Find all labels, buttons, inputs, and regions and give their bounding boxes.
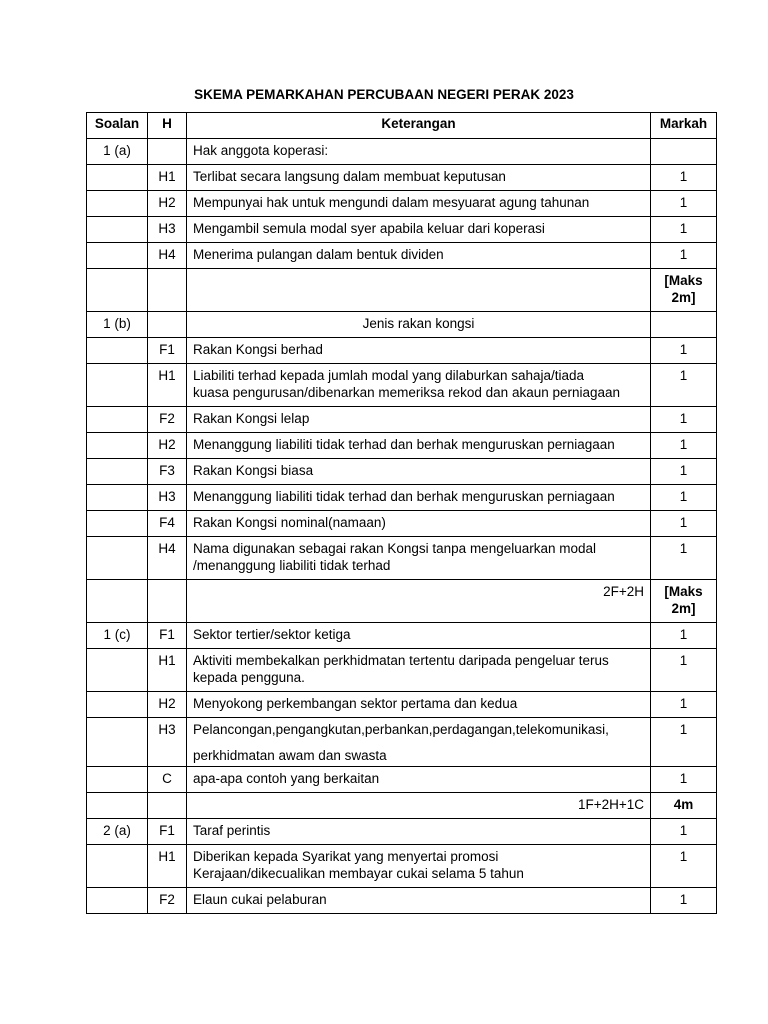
cell-h: H1 <box>148 165 187 191</box>
cell-markah: 1 <box>651 165 717 191</box>
cell-markah: 1 <box>651 217 717 243</box>
table-row <box>87 511 717 537</box>
cell-markah: 1 <box>651 537 717 580</box>
cell-h: H3 <box>148 718 187 767</box>
cell-h <box>148 139 187 165</box>
cell-soalan <box>87 364 148 407</box>
table-row <box>87 165 717 191</box>
cell-h <box>148 580 187 623</box>
cell-soalan: 1 (c) <box>87 623 148 649</box>
keterangan-line: Aktiviti membekalkan perkhidmatan tertentu daripada pengeluar terus <box>193 653 609 668</box>
cell-keterangan <box>187 269 651 312</box>
table-row <box>87 845 717 888</box>
cell-keterangan <box>187 718 651 767</box>
keterangan-line: /menanggung liabiliti tidak terhad <box>193 558 391 573</box>
cell-markah: 1 <box>651 819 717 845</box>
cell-h: F3 <box>148 459 187 485</box>
cell-soalan: 2 (a) <box>87 819 148 845</box>
cell-soalan <box>87 191 148 217</box>
header-keterangan: Keterangan <box>187 113 651 139</box>
cell-soalan <box>87 459 148 485</box>
cell-h: H4 <box>148 537 187 580</box>
cell-markah: 4m <box>651 793 717 819</box>
table-row <box>87 819 717 845</box>
cell-markah <box>651 269 717 312</box>
cell-markah: 1 <box>651 845 717 888</box>
cell-h: H2 <box>148 692 187 718</box>
table-row <box>87 433 717 459</box>
cell-soalan <box>87 845 148 888</box>
cell-markah: 1 <box>651 459 717 485</box>
cell-h: C <box>148 767 187 793</box>
cell-keterangan <box>187 580 651 623</box>
cell-h: F4 <box>148 511 187 537</box>
keterangan-line: kepada pengguna. <box>193 670 305 685</box>
cell-keterangan <box>187 139 651 165</box>
cell-h: H3 <box>148 485 187 511</box>
cell-h: F1 <box>148 819 187 845</box>
cell-keterangan <box>187 364 651 407</box>
cell-h: F1 <box>148 623 187 649</box>
table-row <box>87 580 717 623</box>
cell-h: H3 <box>148 217 187 243</box>
cell-markah: 1 <box>651 364 717 407</box>
table-row <box>87 407 717 433</box>
cell-markah <box>651 139 717 165</box>
cell-h <box>148 269 187 312</box>
cell-markah: 1 <box>651 718 717 767</box>
table-row <box>87 718 717 767</box>
keterangan-line: 2F+2H <box>603 584 644 599</box>
cell-keterangan <box>187 537 651 580</box>
cell-keterangan <box>187 191 651 217</box>
keterangan-line: Pelancongan,pengangkutan,perbankan,perdagangan,telekomunikasi, <box>193 722 609 737</box>
cell-keterangan <box>187 511 651 537</box>
keterangan-line: Menanggung liabiliti tidak terhad dan berhak menguruskan perniagaan <box>193 437 615 452</box>
cell-h: H2 <box>148 191 187 217</box>
table-row <box>87 623 717 649</box>
keterangan-line: 1F+2H+1C <box>577 797 644 812</box>
keterangan-line: Taraf perintis <box>193 823 271 838</box>
cell-markah: 1 <box>651 649 717 692</box>
keterangan-line: apa-apa contoh yang berkaitan <box>193 771 380 786</box>
cell-markah: 1 <box>651 888 717 914</box>
cell-keterangan <box>187 407 651 433</box>
cell-soalan <box>87 338 148 364</box>
cell-keterangan <box>187 623 651 649</box>
cell-keterangan <box>187 459 651 485</box>
header-h: H <box>148 113 187 139</box>
cell-soalan <box>87 217 148 243</box>
keterangan-line: Diberikan kepada Syarikat yang menyertai promosi <box>193 849 499 864</box>
table-header-row <box>87 113 717 139</box>
cell-soalan <box>87 580 148 623</box>
cell-keterangan <box>187 793 651 819</box>
table-row <box>87 139 717 165</box>
table-row <box>87 767 717 793</box>
keterangan-line: Menyokong perkembangan sektor pertama dan kedua <box>193 696 518 711</box>
markah-line: [Maks <box>664 584 703 599</box>
cell-soalan <box>87 433 148 459</box>
cell-h: H1 <box>148 649 187 692</box>
cell-soalan <box>87 511 148 537</box>
cell-keterangan <box>187 217 651 243</box>
cell-keterangan <box>187 649 651 692</box>
table-row <box>87 364 717 407</box>
cell-soalan: 1 (b) <box>87 312 148 338</box>
cell-markah: 1 <box>651 407 717 433</box>
table-row <box>87 269 717 312</box>
cell-h: F1 <box>148 338 187 364</box>
cell-markah: 1 <box>651 767 717 793</box>
keterangan-line: Nama digunakan sebagai rakan Kongsi tanpa mengeluarkan modal <box>193 541 597 556</box>
header-soalan: Soalan <box>87 113 148 139</box>
cell-keterangan <box>187 819 651 845</box>
marking-scheme-table <box>86 112 717 914</box>
keterangan-line: Jenis rakan kongsi <box>362 316 475 331</box>
cell-soalan <box>87 537 148 580</box>
keterangan-line: Mempunyai hak untuk mengundi dalam mesyuarat agung tahunan <box>193 195 590 210</box>
keterangan-line: Liabiliti terhad kepada jumlah modal yang dilaburkan sahaja/tiada <box>193 368 585 383</box>
cell-markah: 1 <box>651 692 717 718</box>
table-row <box>87 793 717 819</box>
keterangan-line: Menerima pulangan dalam bentuk dividen <box>193 247 444 262</box>
table-row <box>87 312 717 338</box>
keterangan-line: Kerajaan/dikecualikan membayar cukai selama 5 tahun <box>193 866 524 881</box>
cell-markah: 1 <box>651 191 717 217</box>
markah-line: 2m] <box>671 601 696 616</box>
cell-keterangan <box>187 692 651 718</box>
table-row <box>87 191 717 217</box>
cell-markah: 1 <box>651 623 717 649</box>
page-title: SKEMA PEMARKAHAN PERCUBAAN NEGERI PERAK 2023 <box>194 87 574 102</box>
keterangan-line: perkhidmatan awam dan swasta <box>193 748 387 763</box>
cell-keterangan <box>187 338 651 364</box>
cell-h: H1 <box>148 845 187 888</box>
cell-h: H2 <box>148 433 187 459</box>
cell-soalan <box>87 888 148 914</box>
cell-keterangan <box>187 312 651 338</box>
cell-soalan <box>87 407 148 433</box>
cell-soalan <box>87 485 148 511</box>
markah-line: 2m] <box>671 290 696 305</box>
table-body <box>87 139 717 914</box>
cell-soalan: 1 (a) <box>87 139 148 165</box>
keterangan-line: Sektor tertier/sektor ketiga <box>193 627 351 642</box>
table-row <box>87 692 717 718</box>
cell-soalan <box>87 165 148 191</box>
keterangan-line: Rakan Kongsi berhad <box>193 342 323 357</box>
cell-soalan <box>87 718 148 767</box>
cell-soalan <box>87 692 148 718</box>
cell-soalan <box>87 269 148 312</box>
cell-keterangan <box>187 767 651 793</box>
keterangan-line: Hak anggota koperasi: <box>193 143 329 158</box>
cell-soalan <box>87 793 148 819</box>
header-markah: Markah <box>651 113 717 139</box>
cell-keterangan <box>187 485 651 511</box>
table-row <box>87 537 717 580</box>
table-row <box>87 243 717 269</box>
cell-h <box>148 312 187 338</box>
cell-h: F2 <box>148 407 187 433</box>
cell-h: H1 <box>148 364 187 407</box>
cell-soalan <box>87 243 148 269</box>
cell-markah: 1 <box>651 485 717 511</box>
cell-markah <box>651 312 717 338</box>
markah-line: [Maks <box>664 273 703 288</box>
table-row <box>87 485 717 511</box>
cell-h: H4 <box>148 243 187 269</box>
cell-markah: 1 <box>651 243 717 269</box>
keterangan-line: Rakan Kongsi nominal(namaan) <box>193 515 386 530</box>
keterangan-line: Terlibat secara langsung dalam membuat keputusan <box>193 169 506 184</box>
keterangan-line: kuasa pengurusan/dibenarkan memeriksa rekod dan akaun perniagaan <box>193 385 621 400</box>
cell-h: F2 <box>148 888 187 914</box>
keterangan-line: Menanggung liabiliti tidak terhad dan berhak menguruskan perniagaan <box>193 489 615 504</box>
cell-keterangan <box>187 243 651 269</box>
cell-soalan <box>87 649 148 692</box>
table-row <box>87 459 717 485</box>
keterangan-line: Elaun cukai pelaburan <box>193 892 327 907</box>
cell-soalan <box>87 767 148 793</box>
cell-markah: 1 <box>651 433 717 459</box>
table-row <box>87 649 717 692</box>
table-row <box>87 338 717 364</box>
keterangan-line: Rakan Kongsi lelap <box>193 411 310 426</box>
keterangan-line: Rakan Kongsi biasa <box>193 463 314 478</box>
cell-keterangan <box>187 888 651 914</box>
cell-keterangan <box>187 845 651 888</box>
keterangan-line: Mengambil semula modal syer apabila keluar dari koperasi <box>193 221 545 236</box>
cell-keterangan <box>187 165 651 191</box>
cell-h <box>148 793 187 819</box>
cell-markah: 1 <box>651 511 717 537</box>
cell-markah <box>651 580 717 623</box>
table-row <box>87 888 717 914</box>
table-row <box>87 217 717 243</box>
cell-markah: 1 <box>651 338 717 364</box>
cell-keterangan <box>187 433 651 459</box>
